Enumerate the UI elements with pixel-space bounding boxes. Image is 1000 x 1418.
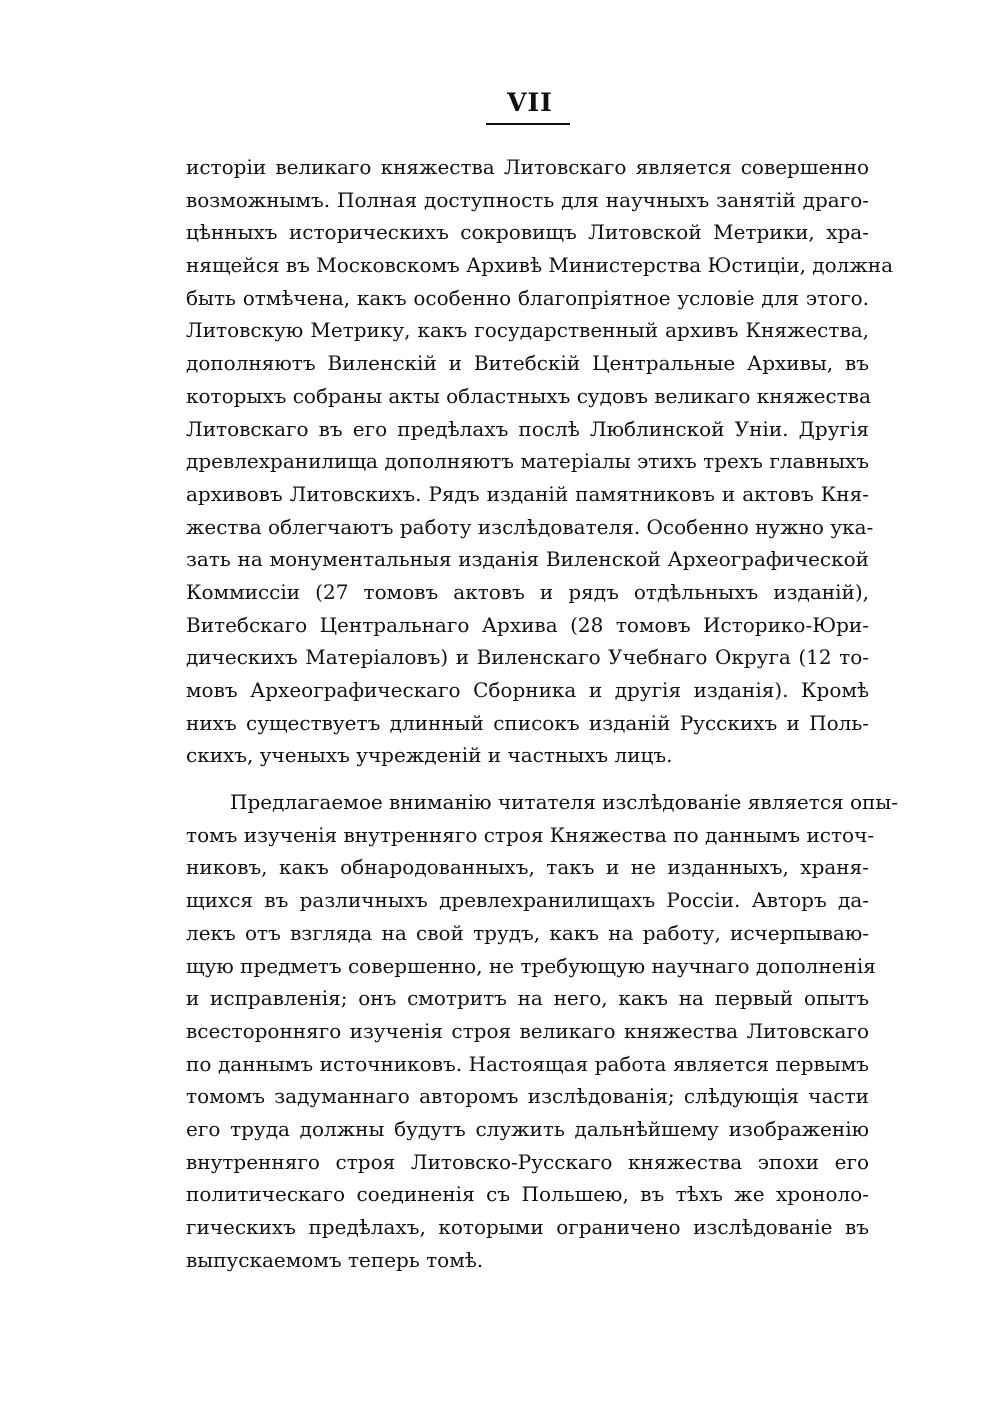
text-line: томомъ задуманнаго авторомъ изслѣдованія; слѣдующія части: [186, 1084, 869, 1109]
text-line: по даннымъ источниковъ. Настоящая работа является первымъ: [186, 1051, 869, 1076]
text-line: и исправленія; онъ смотритъ на него, какъ на первый опытъ: [186, 986, 869, 1011]
text-line: Предлагаемое вниманію читателя изслѣдованіе является опы-: [230, 790, 899, 815]
paragraph-2: [186, 786, 899, 1276]
body-text: [186, 151, 899, 1276]
text-line: мовъ Археографическаго Сборника и другія изданія). Кромѣ: [186, 678, 869, 702]
paragraph-1: [186, 151, 894, 772]
text-line: Витебскаго Центральнаго Архива (28 томовъ Историко-Юри-: [186, 612, 869, 637]
text-line: зать на монументальныя изданія Виленской Археографической: [186, 547, 869, 572]
text-line: нящейся въ Московскомъ Архивѣ Министерства Юстиціи, должна: [186, 253, 894, 278]
text-line: возможнымъ. Полная доступность для научныхъ занятій драго-: [186, 187, 869, 212]
text-line: всесторонняго изученія строя великаго княжества Литовскаго: [186, 1018, 869, 1043]
text-line: Литовскаго въ его предѣлахъ послѣ Люблинской Уніи. Другія: [186, 416, 869, 441]
text-line: выпускаемомъ теперь томѣ.: [186, 1247, 484, 1272]
text-line: внутренняго строя Литовско-Русскаго княжества эпохи его: [186, 1149, 869, 1174]
text-line: древлехранилища дополняютъ матеріалы этихъ трехъ главныхъ: [186, 449, 869, 474]
text-line: цѣнныхъ историческихъ сокровищъ Литовской Метрики, хра-: [186, 220, 869, 245]
text-line: дополняютъ Виленскій и Витебскій Центральные Архивы, въ: [186, 351, 869, 376]
text-line: политическаго соединенія съ Польшею, въ тѣхъ же хроноло-: [186, 1182, 869, 1207]
text-line: Литовскую Метрику, какъ государственный архивъ Княжества,: [186, 318, 869, 343]
text-line: скихъ, ученыхъ учрежденій и частныхъ лицъ.: [186, 743, 673, 768]
text-line: Коммиссіи (27 томовъ актовъ и рядъ отдѣльныхъ изданій),: [186, 579, 869, 604]
text-line: нихъ существуетъ длинный списокъ изданій Русскихъ и Поль-: [186, 710, 869, 735]
paragraph-gap: [186, 772, 869, 786]
text-line: никовъ, какъ обнародованныхъ, такъ и не изданныхъ, храня-: [186, 855, 869, 880]
text-line: его труда должны будутъ служить дальнѣйшему изображенію: [186, 1116, 869, 1141]
text-line: щую предметъ совершенно, не требующую научнаго дополненія: [186, 953, 876, 978]
text-line: которыхъ собраны акты областныхъ судовъ великаго княжества: [186, 383, 871, 408]
page-number-underline: [486, 123, 570, 125]
text-line: исторіи великаго княжества Литовскаго является совершенно: [186, 155, 869, 179]
text-line: архивовъ Литовскихъ. Рядъ изданій памятниковъ и актовъ Кня-: [186, 481, 869, 506]
text-line: щихся въ различныхъ древлехранилищахъ Россіи. Авторъ да-: [186, 888, 869, 913]
text-line: быть отмѣчена, какъ особенно благопріятное условіе для этого.: [186, 285, 869, 310]
text-line: томъ изученія внутренняго строя Княжества по даннымъ источ-: [186, 822, 875, 847]
page-number: VII: [507, 88, 553, 117]
text-line: гическихъ предѣлахъ, которыми ограничено изслѣдованіе въ: [186, 1215, 869, 1239]
text-line: дическихъ Матеріаловъ) и Виленскаго Учебнаго Округа (12 то-: [186, 645, 869, 670]
text-line: жества облегчаютъ работу изслѣдователя. Особенно нужно ука-: [186, 514, 874, 539]
text-line: лекъ отъ взгляда на свой трудъ, какъ на работу, исчерпываю-: [186, 920, 869, 945]
